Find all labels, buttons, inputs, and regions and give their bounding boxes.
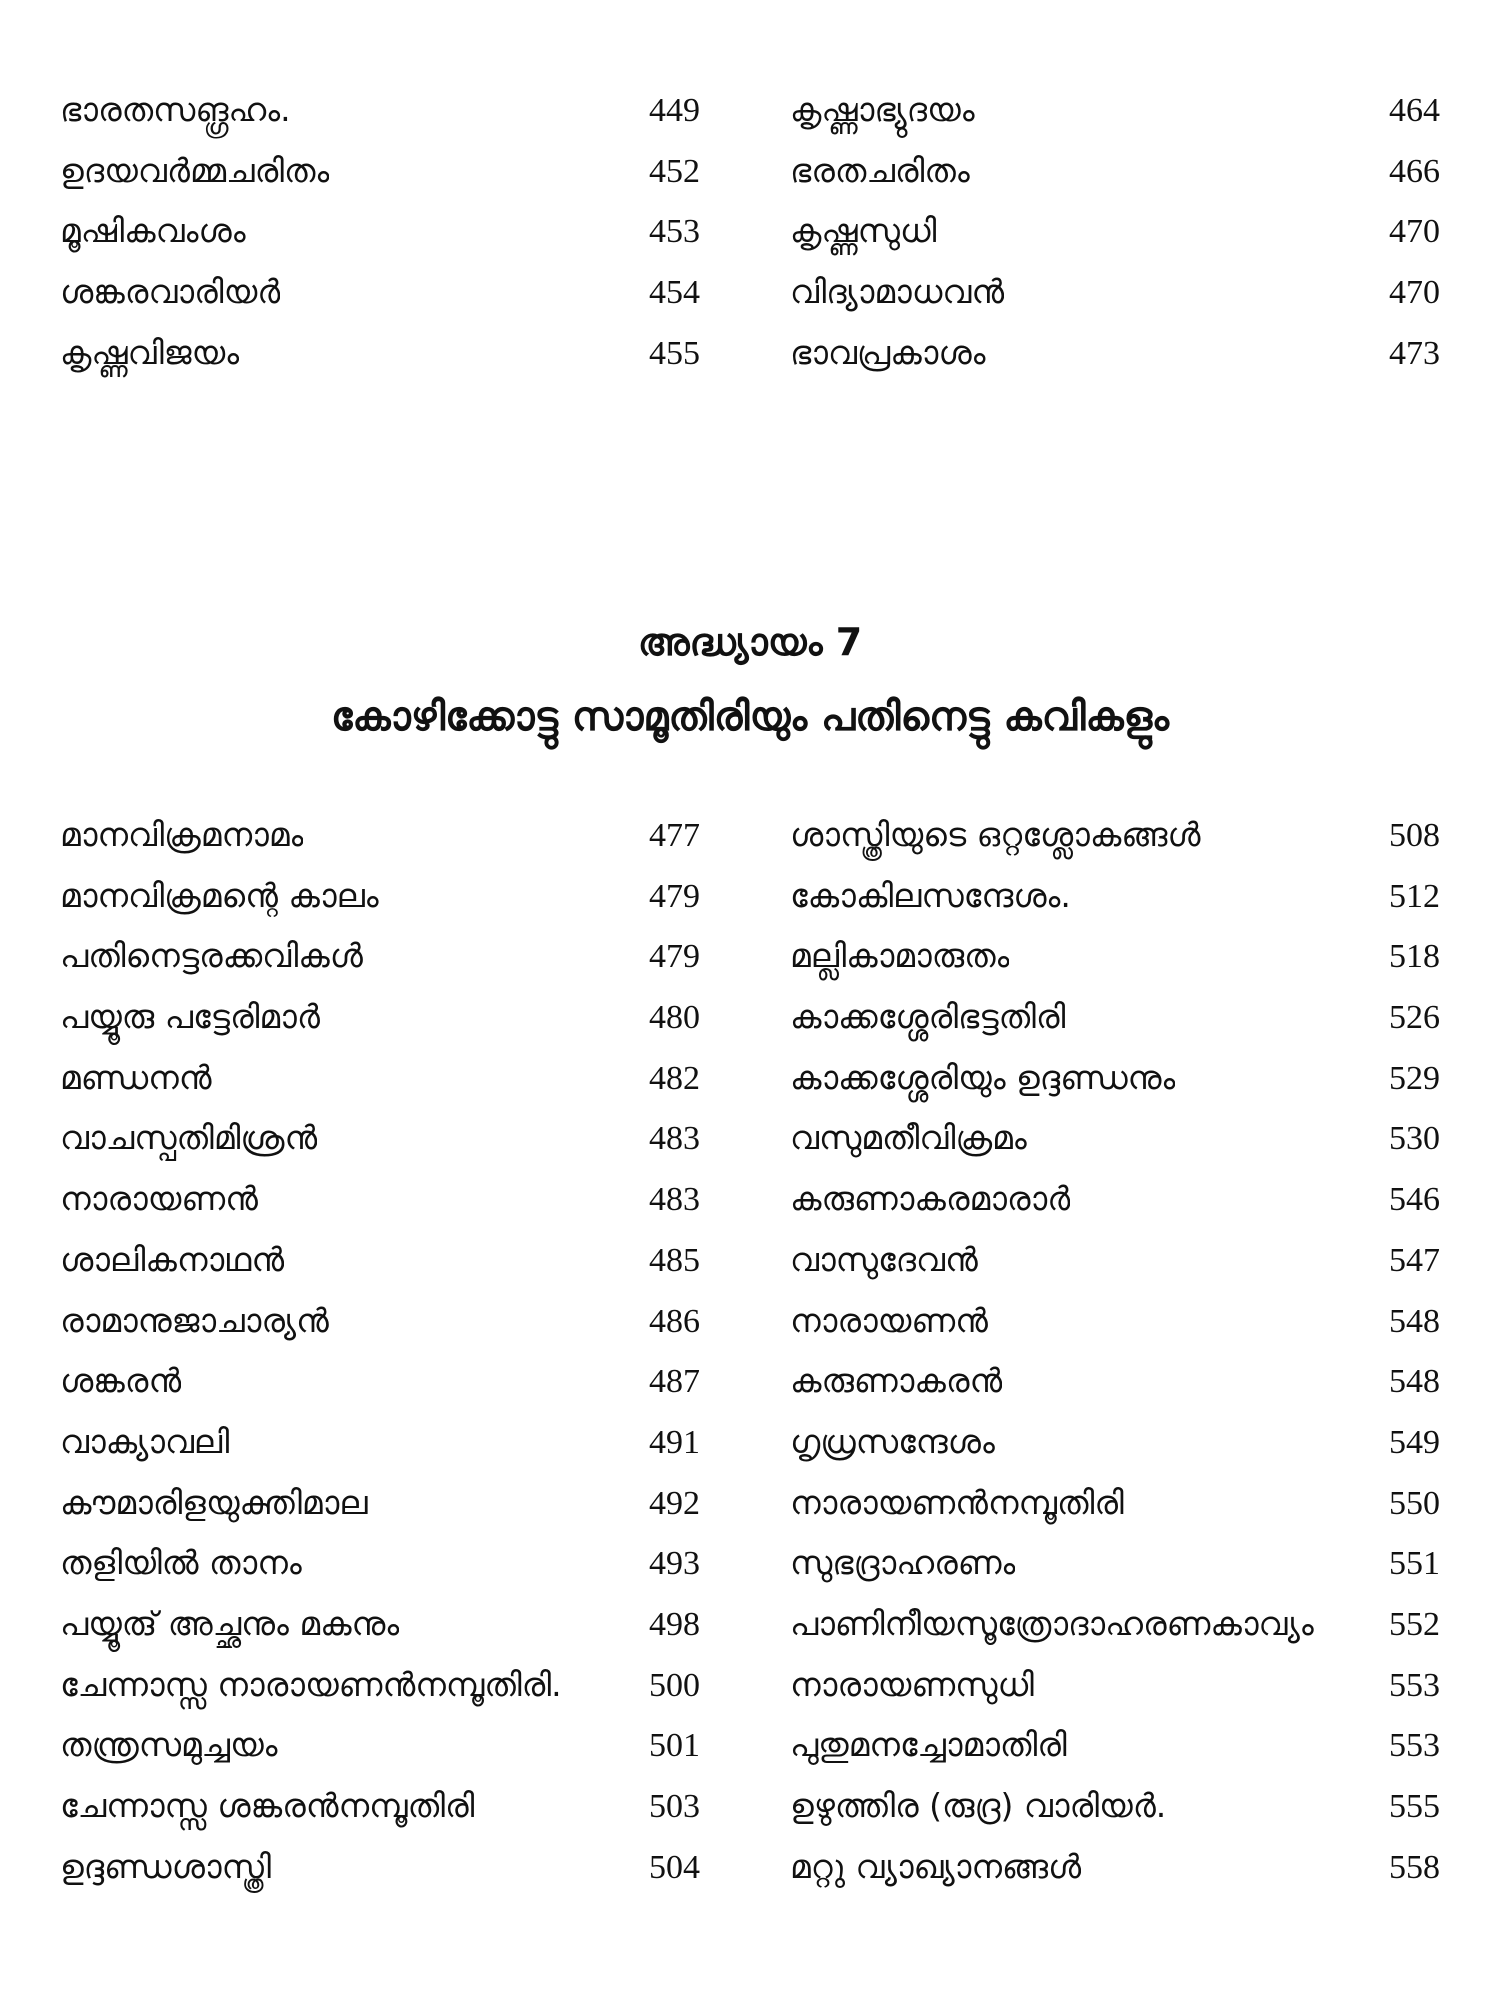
toc-entry — [60, 1715, 700, 1776]
toc-entry-page: 555 — [1389, 1788, 1440, 1825]
toc-entry — [790, 926, 1440, 987]
toc-entry-page: 526 — [1389, 999, 1440, 1037]
toc-entry — [60, 1291, 700, 1352]
toc-entry-page: 491 — [649, 1423, 700, 1461]
toc-top-right-column — [790, 80, 1440, 383]
toc-entry-page: 473 — [1389, 334, 1440, 372]
toc-entry-title: വസുമതീവിക്രമം — [790, 1118, 1027, 1158]
toc-entry-page: 449 — [649, 92, 700, 129]
toc-entry — [60, 805, 700, 866]
toc-entry-title: കൃഷ്ണസുധി — [790, 211, 937, 251]
toc-entry — [60, 1655, 700, 1716]
toc-entry-page: 548 — [1389, 1363, 1440, 1401]
toc-entry-title: പുതുമനച്ചോമാതിരി — [790, 1725, 1067, 1765]
toc-entry-page: 553 — [1389, 1727, 1440, 1765]
toc-entry-title: പയ്യൂരു് അച്ഛനും മകനും — [60, 1603, 400, 1643]
toc-entry — [60, 262, 700, 323]
toc-entry — [790, 1533, 1440, 1594]
toc-entry — [60, 987, 700, 1048]
toc-entry-page: 464 — [1389, 92, 1440, 129]
toc-entry — [790, 1048, 1440, 1109]
toc-entry-title: ശങ്കരൻ — [60, 1361, 182, 1401]
toc-entry-title: തളിയിൽ താനം — [60, 1543, 302, 1583]
toc-entry-page: 470 — [1389, 274, 1440, 312]
toc-entry-page: 453 — [649, 213, 700, 251]
toc-entry-title: കാക്കശ്ശേരിഭട്ടതിരി — [790, 997, 1066, 1037]
toc-entry-page: 477 — [649, 817, 700, 854]
toc-entry-page: 548 — [1389, 1302, 1440, 1340]
toc-entry — [60, 1048, 700, 1109]
toc-entry-page: 452 — [649, 152, 700, 190]
toc-entry-page: 483 — [649, 1181, 700, 1219]
toc-entry-title: കൃഷ്ണവിജയം — [60, 332, 240, 372]
toc-entry-page: 498 — [649, 1605, 700, 1643]
toc-entry-title: നാരായണൻനമ്പൂതിരി — [790, 1482, 1124, 1522]
toc-entry-title: വാക്യാവലി — [60, 1421, 230, 1461]
toc-entry — [790, 1412, 1440, 1473]
toc-entry-page: 482 — [649, 1059, 700, 1097]
toc-entry-page: 480 — [649, 999, 700, 1037]
toc-entry — [60, 1594, 700, 1655]
toc-entry-title: വാചസ്പതിമിശ്രൻ — [60, 1118, 318, 1158]
toc-entry-title: കൗമാരിളയുക്തിമാല — [60, 1482, 368, 1522]
toc-entry — [60, 1412, 700, 1473]
toc-entry-title: ഉദയവർമ്മചരിതം — [60, 150, 330, 190]
chapter-number: അദ്ധ്യായം 7 — [637, 620, 863, 664]
toc-entry-title: മാനവിക്രമന്റെ കാലം — [60, 875, 379, 915]
toc-entry — [60, 1169, 700, 1230]
toc-entry-title: ചേന്നാസ്സ നാരായണൻനമ്പൂതിരി. — [60, 1664, 562, 1704]
toc-entry-title: ശാലികനാഥൻ — [60, 1239, 285, 1279]
toc-entry-title: തന്ത്രസമുച്ചയം — [60, 1725, 278, 1765]
toc-entry — [790, 80, 1440, 141]
toc-entry-title: മൂഷികവംശം — [60, 211, 246, 251]
toc-entry-page: 550 — [1389, 1484, 1440, 1522]
toc-main-section — [60, 805, 1440, 1897]
toc-entry — [60, 141, 700, 202]
toc-top-left-column — [60, 80, 700, 383]
toc-entry-page: 508 — [1389, 817, 1440, 854]
toc-entry — [60, 323, 700, 384]
toc-entry — [790, 1776, 1440, 1837]
toc-entry-page: 487 — [649, 1363, 700, 1401]
toc-entry — [60, 1473, 700, 1534]
toc-entry — [790, 1351, 1440, 1412]
toc-entry — [790, 1108, 1440, 1169]
toc-entry — [790, 1230, 1440, 1291]
toc-entry — [790, 1473, 1440, 1534]
toc-entry-title: ഭാരതസങ്ഗ്രഹം. — [60, 90, 291, 129]
toc-entry-title: മറ്റു വ്യാഖ്യാനങ്ങൾ — [790, 1846, 1082, 1886]
toc-entry-title: പയ്യൂരു പട്ടേരിമാർ — [60, 997, 320, 1037]
toc-entry-page: 546 — [1389, 1181, 1440, 1219]
toc-entry — [790, 866, 1440, 927]
toc-entry-page: 483 — [649, 1120, 700, 1158]
toc-entry-title: കരുണാകരൻ — [790, 1361, 1003, 1401]
toc-entry — [60, 80, 700, 141]
toc-entry-page: 493 — [649, 1545, 700, 1583]
toc-entry — [790, 141, 1440, 202]
toc-entry-page: 504 — [649, 1848, 700, 1886]
toc-entry-title: സുഭദ്രാഹരണം — [790, 1543, 1016, 1583]
toc-entry-page: 552 — [1389, 1605, 1440, 1643]
toc-entry — [790, 1837, 1440, 1898]
toc-entry-title: കരുണാകരമാരാർ — [790, 1179, 1071, 1219]
toc-entry-title: ഭരതചരിതം — [790, 150, 970, 190]
toc-entry-page: 501 — [649, 1727, 700, 1765]
toc-entry-title: പതിനെട്ടരക്കവികൾ — [60, 936, 363, 976]
toc-entry-title: നാരായണൻ — [60, 1179, 258, 1219]
toc-entry-page: 530 — [1389, 1120, 1440, 1158]
toc-entry-title: രാമാനുജാചാര്യൻ — [60, 1300, 329, 1340]
toc-entry — [790, 1169, 1440, 1230]
toc-entry — [60, 1230, 700, 1291]
toc-entry-title: മണ്ഡനൻ — [60, 1057, 212, 1097]
toc-entry-title: ചേന്നാസ്സ ശങ്കരൻനമ്പൂതിരി — [60, 1786, 475, 1825]
toc-entry-page: 466 — [1389, 152, 1440, 190]
toc-entry — [790, 805, 1440, 866]
toc-entry-page: 551 — [1389, 1545, 1440, 1583]
toc-entry-page: 558 — [1389, 1848, 1440, 1886]
toc-entry-page: 470 — [1389, 213, 1440, 251]
toc-entry-title: നാരായണസുധി — [790, 1664, 1034, 1704]
toc-entry — [790, 1594, 1440, 1655]
toc-entry — [60, 926, 700, 987]
toc-entry-page: 455 — [649, 334, 700, 372]
toc-entry-title: കോകിലസന്ദേശം. — [790, 875, 1071, 915]
chapter-title: കോഴിക്കോട്ടു സാമൂതിരിയും പതിനെട്ടു കവികളും — [331, 694, 1169, 740]
toc-entry-page: 454 — [649, 274, 700, 312]
toc-entry-page: 503 — [649, 1788, 700, 1825]
toc-entry-title: ശാസ്ത്രിയുടെ ഒറ്റശ്ലോകങ്ങൾ — [790, 815, 1201, 854]
toc-entry-page: 547 — [1389, 1241, 1440, 1279]
toc-entry-title: വാസുദേവൻ — [790, 1239, 978, 1279]
toc-entry — [790, 1291, 1440, 1352]
toc-entry — [60, 201, 700, 262]
toc-entry-title: നാരായണൻ — [790, 1300, 988, 1340]
toc-entry — [790, 201, 1440, 262]
toc-entry-page: 518 — [1389, 938, 1440, 976]
toc-entry-page: 512 — [1389, 877, 1440, 915]
toc-top-section — [60, 80, 1440, 383]
toc-entry-page: 553 — [1389, 1666, 1440, 1704]
toc-entry — [790, 1715, 1440, 1776]
toc-entry-page: 479 — [649, 877, 700, 915]
toc-entry — [60, 1351, 700, 1412]
toc-entry-page: 500 — [649, 1666, 700, 1704]
toc-entry-title: ഗൃധ്രസന്ദേശം — [790, 1421, 995, 1461]
toc-entry-page: 479 — [649, 938, 700, 976]
toc-entry — [790, 1655, 1440, 1716]
toc-entry-title: മാനവിക്രമനാമം — [60, 815, 304, 854]
toc-entry-page: 549 — [1389, 1423, 1440, 1461]
toc-entry-title: ഉഴുത്തിര (രുദ്ര) വാരിയർ. — [790, 1786, 1167, 1825]
toc-entry-page: 485 — [649, 1241, 700, 1279]
toc-entry-page: 486 — [649, 1302, 700, 1340]
toc-entry-title: മല്ലികാമാരുതം — [790, 936, 1010, 976]
toc-entry — [60, 866, 700, 927]
toc-entry-title: ഉദ്ദണ്ഡശാസ്ത്രി — [60, 1846, 272, 1886]
toc-entry — [790, 262, 1440, 323]
toc-entry-title: കൃഷ്ണാഭ്യുദയം — [790, 90, 975, 129]
toc-entry — [60, 1108, 700, 1169]
toc-entry-title: കാക്കശ്ശേരിയും ഉദ്ദണ്ഡനും — [790, 1057, 1176, 1097]
toc-entry-page: 529 — [1389, 1059, 1440, 1097]
toc-entry — [60, 1533, 700, 1594]
toc-entry-title: പാണിനീയസൂത്രോദാഹരണകാവ്യം — [790, 1603, 1314, 1643]
toc-entry-page: 492 — [649, 1484, 700, 1522]
toc-main-left-column — [60, 805, 700, 1897]
toc-entry — [60, 1837, 700, 1898]
toc-entry-title: ശങ്കരവാരിയർ — [60, 272, 281, 312]
toc-entry-title: വിദ്യാമാധവൻ — [790, 272, 1005, 312]
toc-entry — [790, 323, 1440, 384]
toc-entry-title: ഭാവപ്രകാശം — [790, 332, 986, 372]
toc-main-right-column — [790, 805, 1440, 1897]
toc-entry — [790, 987, 1440, 1048]
toc-entry — [60, 1776, 700, 1837]
